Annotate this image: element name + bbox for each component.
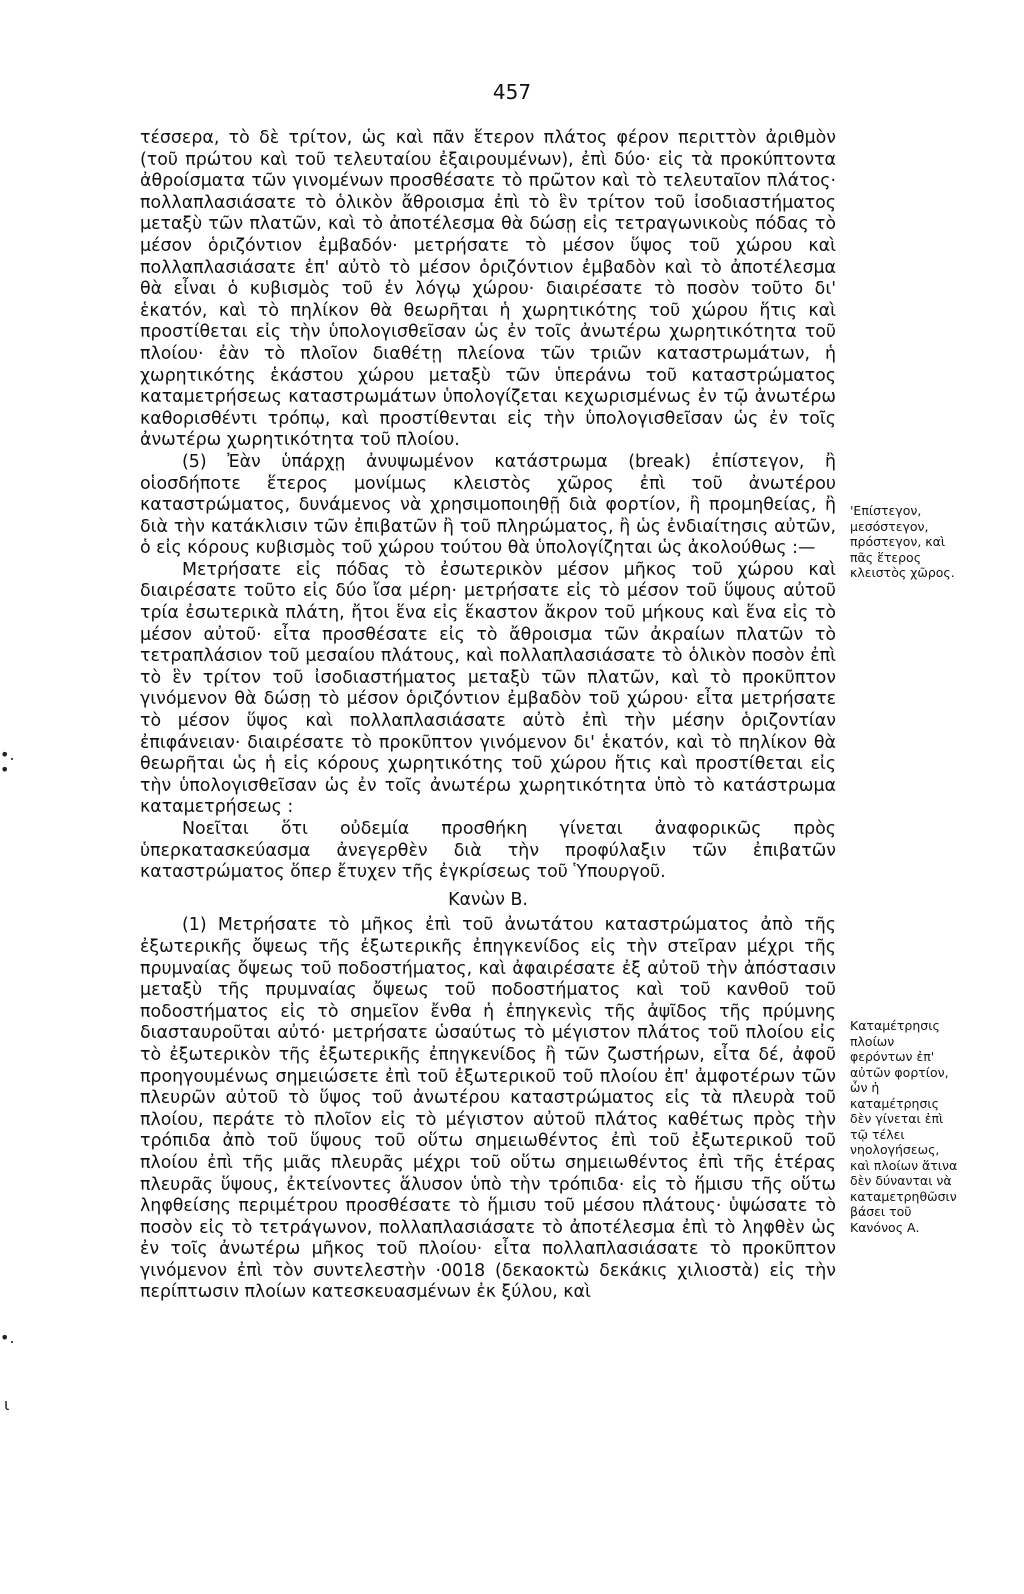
paragraph-rule-b-1: (1) Μετρήσατε τὸ μῆκος ἐπὶ τοῦ ἀνωτάτου καταστρώματος ἀπὸ τῆς ἐξωτερικῆς ὄψεως τῆς ἐξωτερικῆς ἐπηγκενίδος εἰς τὴν στεῖραν μέχρι τῆς πρυμναίας ὄψεως τοῦ ποδοστήματος, καὶ ἀφαιρέσατε ἐξ αὐτοῦ τὴν ἀπόστασιν μεταξὺ τῆς πρυμναίας ὄψεως τοῦ ποδοστήματος καὶ τοῦ κανθοῦ τοῦ ποδοστήματος εἰς τὸ σημεῖον ἔνθα ἡ ἐπηγκενὶς τῆς ἀψῖδος τῆς πρύμνης διασταυροῦται αὐτό· μετρήσατε ὡσαύτως τὸ μέγιστον πλάτος τοῦ πλοίου εἰς τὸ ἐξωτερικὸν τῆς ἐξωτερικῆς ἐπηγκενίδος ἢ τῶν ζωστήρων, εἶτα δέ, ἀφοῦ προηγουμένως σημειώσετε ἐπὶ τοῦ ἐξωτερικοῦ τοῦ πλοίου ἐπ' ἀμφοτέρων τῶν πλευρῶν αὐτοῦ τὸ ὕψος τοῦ ἀνωτέρου καταστρώματος εἰς τὰ πλευρὰ τοῦ πλοίου, περάτε τὸ πλοῖον εἰς τὸ μέγιστον αὐτοῦ πλάτος καθέτως πρὸς τὴν τρόπιδα ἀπὸ τοῦ ὕψους τοῦ οὕτω σημειωθέντος ἐπὶ τοῦ ἐξωτερικοῦ τοῦ πλοίου ἐπὶ τῆς μιᾶς πλευρᾶς μέχρι τοῦ οὕτω σημειωθέντος ἐπὶ τῆς ἑτέρας πλευρᾶς ὕψους, ἐκτείνοντες ἅλυσον ὑπὸ τὴν τρόπιδα· εἰς τὸ ἥμισυ τῆς οὕτω ληφθείσης περιμέτρου προσθέσατε τὸ ἥμισυ τοῦ μέσου πλάτους· ὑψώσατε τὸ ποσὸν εἰς τὸ τετράγωνον, πολλαπλασιάσατε τὸ ἀποτέλεσμα ἐπὶ τὸ ληφθὲν ὡς ἐν τοῖς ἀνωτέρω μῆκος τοῦ πλοίου· εἶτα πολλαπλασιάσατε τὸ προκῦπτον γινόμενον ἐπὶ τὸν συντελεστὴν ·0018 (δεκαοκτὼ δεκάκις χιλιοστὰ) εἰς τὴν περίπτωσιν πλοίων κατεσκευασμένων ἐκ ξύλου, καὶ — [140, 915, 836, 1303]
paragraph-measurement: Μετρήσατε εἰς πόδας τὸ ἐσωτερικὸν μέσον μῆκος τοῦ χώρου καὶ διαιρέσατε τοῦτο εἰς δύο ἴσα μέρη· μετρήσατε εἰς τὸ μέσον τοῦ ὕψους αὐτοῦ τρία ἐσωτερικὰ πλάτη, ἤτοι ἕνα εἰς ἕκαστον ἄκρον τοῦ μήκους καὶ ἕνα εἰς τὸ μέσον αὐτοῦ· εἶτα προσθέσατε εἰς τὸ ἄθροισμα τῶν ἀκραίων πλατῶν τὸ τετραπλάσιον τοῦ μεσαίου πλάτους, καὶ πολλαπλασιάσατε τὸ ὁλικὸν ποσὸν ἐπὶ τὸ ἓν τρίτον τοῦ ἰσοδιαστήματος μεταξὺ τῶν πλατῶν, καὶ τὸ προκῦπτον γινόμενον θὰ δώσῃ τὸ μέσον ὁριζόντιον ἐμβαδὸν τοῦ χώρου· εἶτα μετρήσατε τὸ μέσον ὕψος καὶ πολλαπλασιάσατε αὐτὸ ἐπὶ τὴν μέσην ὁριζοντίαν ἐπιφάνειαν· διαιρέσατε τὸ προκῦπτον γινόμενον δι' ἑκατόν, καὶ τὸ πηλίκον θὰ θεωρῆται ὡς ἡ εἰς κόρους χωρητικότης τοῦ χώρου ἥτις καὶ προστίθεται εἰς τὴν ὑπολογισθεῖσαν ὡς ἐν τοῖς ἀνωτέρω χωρητικότητα ὑπὸ τὸ κατάστρωμα καταμετρήσεως : — [140, 559, 836, 818]
margin-note-enclosed-spaces: 'Επίστεγον, μεσόστεγον, πρόστεγον, καὶ πᾶς ἕτερος κλειστὸς χῶρος. — [850, 503, 955, 580]
edge-mark: •. — [0, 745, 15, 764]
edge-mark: ι — [4, 1395, 10, 1414]
edge-mark: • — [0, 760, 10, 779]
main-text-column — [140, 128, 836, 1304]
edge-mark: •. — [0, 1328, 15, 1347]
page-number: 457 — [492, 80, 532, 104]
margin-note-cargo-vessels: Καταμέτρησις πλοίων φερόντων ἐπ' αὐτῶν φορτίον, ὧν ἡ καταμέτρησις δὲν γίνεται ἐπὶ τῷ τέλει νηολογήσεως, καὶ πλοίων ἅτινα δὲν δύνανται νὰ καταμετρηθῶσιν βάσει τοῦ Κανόνος Α. — [850, 1018, 958, 1235]
paragraph-continuation: τέσσερα, τὸ δὲ τρίτον, ὡς καὶ πᾶν ἕτερον πλάτος φέρον περιττὸν ἀριθμὸν (τοῦ πρώτου καὶ τοῦ τελευταίου ἐξαιρουμένων), ἐπὶ δύο· εἰς τὰ προκύπτοντα ἀθροίσματα τῶν γινομένων προσθέσατε τὸ πρῶτον καὶ τὸ τελευταῖον πλάτος· πολλαπλασιάσατε τὸ ὁλικὸν ἄθροισμα ἐπὶ τὸ ἓν τρίτον τοῦ ἰσοδιαστήματος μεταξὺ τῶν πλατῶν, καὶ τὸ ἀποτέλεσμα θὰ δώσῃ εἰς τετραγωνικοὺς πόδας τὸ μέσον ὁριζόντιον ἐμβαδόν· μετρήσατε τὸ μέσον ὕψος τοῦ χώρου καὶ πολλαπλασιάσατε ἐπ' αὐτὸ τὸ μέσον ὁριζόντιον ἐμβαδὸν καὶ τὸ ἀποτέλεσμα θὰ εἶναι ὁ κυβισμὸς τοῦ ἐν λόγῳ χώρου· διαιρέσατε τὸ ποσὸν τοῦτο δι' ἑκατόν, καὶ τὸ πηλίκον θὰ θεωρῆται ἡ χωρητικότης τοῦ χώρου ἥτις καὶ προστίθεται εἰς τὴν ὑπολογισθεῖσαν ὡς ἐν τοῖς ἀνωτέρω χωρητικότητα τοῦ πλοίου· ἐὰν τὸ πλοῖον διαθέτῃ πλείονα τῶν τριῶν καταστρωμάτων, ἡ χωρητικότης ἑκάστου χώρου μεταξὺ τῶν ὑπεράνω τοῦ καταστρώματος καταμετρήσεως καταστρωμάτων ὑπολογίζεται κεχωρισμένως ἐν τῷ ἀνωτέρω καθορισθέντι τρόπῳ, καὶ προστίθενται εἰς τὴν ὑπολογισθεῖσαν ὡς ἐν τοῖς ἀνωτέρω χωρητικότητα τοῦ πλοίου. — [140, 128, 836, 451]
paragraph-proviso: Νοεῖται ὅτι οὐδεμία προσθήκη γίνεται ἀναφορικῶς πρὸς ὑπερκατασκεύασμα ἀνεγερθὲν διὰ τὴν προφύλαξιν τῶν ἐπιβατῶν καταστρώματος ὅπερ ἔτυχεν τῆς ἐγκρίσεως τοῦ Ὑπουργοῦ. — [140, 819, 836, 883]
paragraph-section-5: (5) Ἐὰν ὑπάρχῃ ἀνυψωμένον κατάστρωμα (break) ἐπίστεγον, ἢ οἱοσδήποτε ἕτερος μονίμως κλειστὸς χῶρος ἐπὶ τοῦ ἀνωτέρου καταστρώματος, δυνάμενος νὰ χρησιμοποιηθῇ διὰ φορτίον, ἢ προμηθείας, ἢ διὰ τὴν κατάκλισιν τῶν ἐπιβατῶν ἢ τοῦ πληρώματος, ἢ ὡς ἐνδιαίτησις αὐτῶν, ὁ εἰς κόρους κυβισμὸς τοῦ χώρου τούτου θὰ ὑπολογίζηται ὡς ἀκολούθως :— — [140, 451, 836, 559]
rule-b-heading: Κανὼν Β. — [448, 889, 528, 910]
